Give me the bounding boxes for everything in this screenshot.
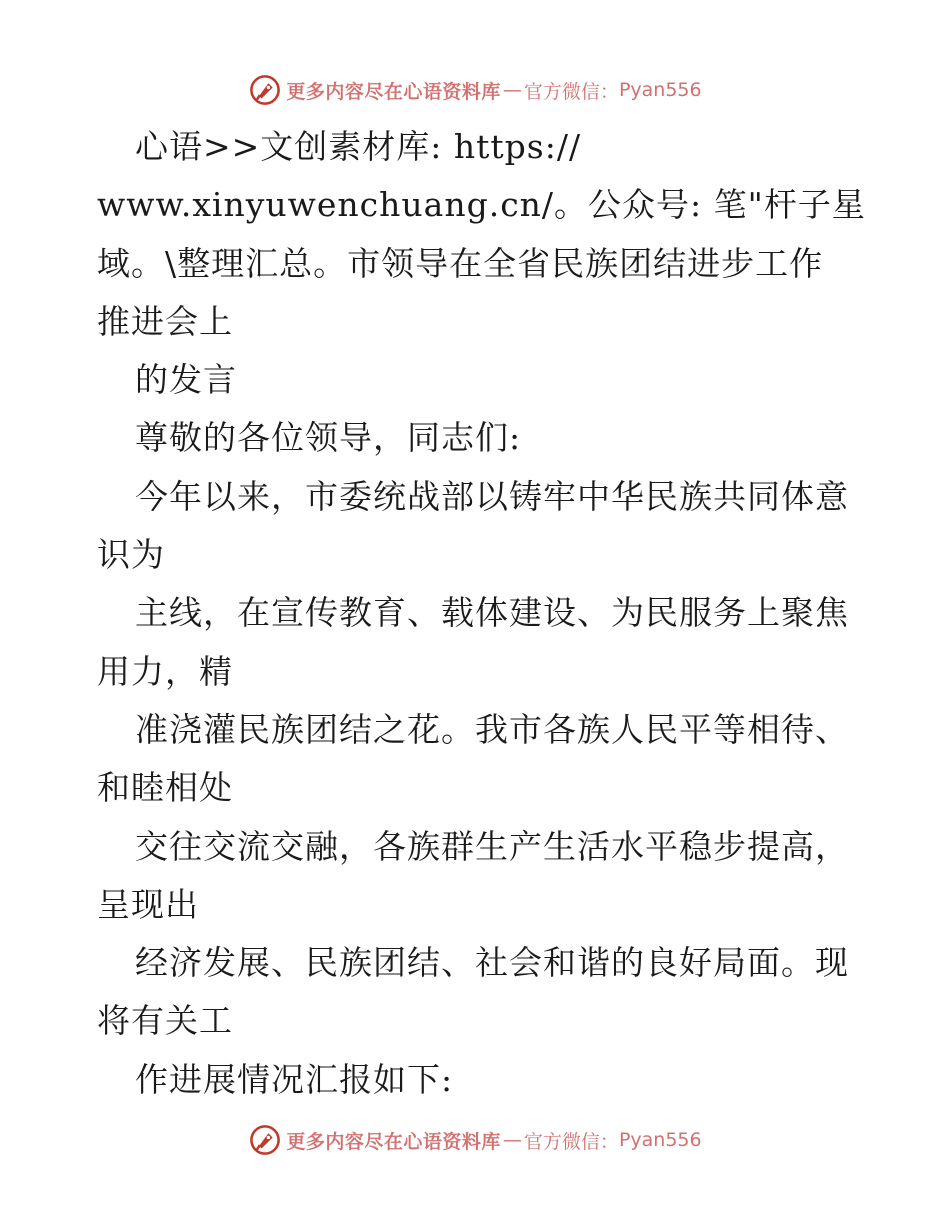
pen-nib-logo-icon [248,73,282,107]
text-line: 的发言 [135,360,237,400]
watermark-separator: — [502,1129,522,1151]
text-line: www.xinyuwenchuang.cn/。公众号: 笔"杆子星 [97,185,866,225]
text-line: 和睦相处 [97,768,233,808]
text-line: 推进会上 [97,301,233,341]
text-line: 心语>>文创素材库: https:// [135,127,582,166]
watermark-contact-id: Pyan556 [618,1129,702,1151]
watermark-footer [0,1120,950,1160]
watermark-header [0,70,950,110]
text-line: 域。\整理汇总。市领导在全省民族团结进步工作 [97,243,824,283]
text-line: 准浇灌民族团结之花。我市各族人民平等相待、 [135,709,849,749]
pen-nib-logo-icon [248,1123,282,1157]
watermark-contact-label: 官方微信： [523,80,619,103]
watermark-main-text: 更多内容尽在心语资料库 [286,1130,501,1153]
watermark-main-text: 更多内容尽在心语资料库 [286,80,501,103]
text-line: 交往交流交融，各族群生产生活水平稳步提高， [135,826,849,866]
text-line: 主线，在宣传教育、载体建设、为民服务上聚焦 [135,593,849,633]
watermark-contact-id: Pyan556 [618,79,702,101]
text-line: 今年以来，市委统战部以铸牢中华民族共同体意 [135,476,849,516]
text-line: 尊敬的各位领导，同志们: [135,418,522,458]
text-line: 呈现出 [97,884,199,924]
watermark-contact-label: 官方微信： [523,1130,619,1153]
document-body [97,118,866,1109]
text-line: 将有关工 [97,1001,233,1041]
text-line: 用力，精 [97,651,233,691]
watermark-separator: — [502,79,522,101]
text-line: 经济发展、民族团结、社会和谐的良好局面。现 [135,943,849,983]
text-line: 识为 [97,535,165,575]
text-line: 作进展情况汇报如下: [135,1059,454,1099]
